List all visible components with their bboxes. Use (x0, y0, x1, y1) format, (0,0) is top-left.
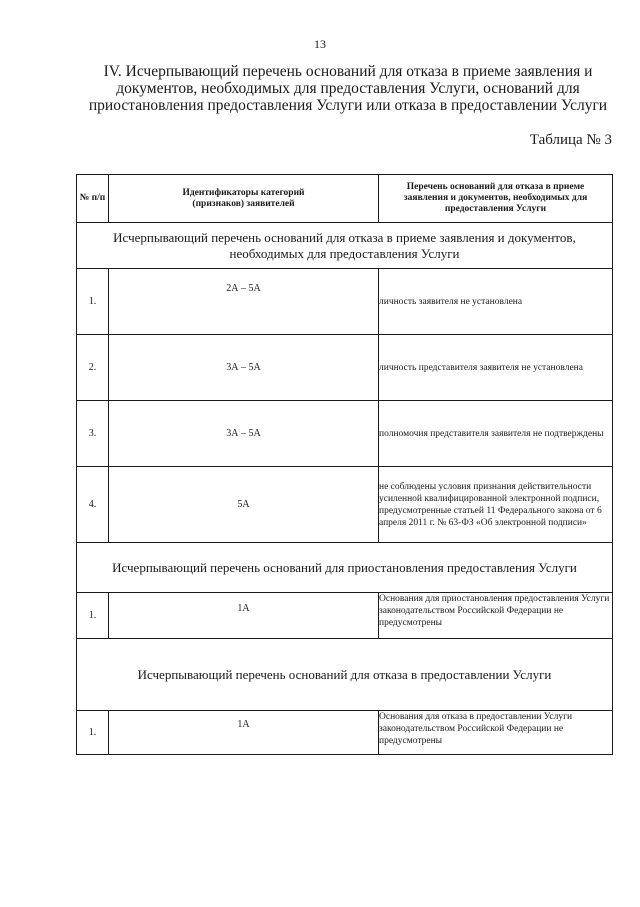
section-heading-row (77, 223, 613, 269)
row-category-code: 1А (109, 593, 379, 639)
row-reason: полномочия представителя заявителя не подтверждены (379, 401, 613, 467)
header-grounds: Перечень оснований для отказа в приеме заявления и документов, необходимых для предоставления Услуги (379, 175, 613, 223)
row-reason: Основания для отказа в предоставлении Услуги законодательством Российской Федерации не предусмотрены (379, 711, 613, 755)
row-reason: личность заявителя не установлена (379, 269, 613, 335)
section-heading-row (77, 543, 613, 593)
section-heading-refusal-acceptance: Исчерпывающий перечень оснований для отказа в приеме заявления и документов, необходимых для предоставления Услуги (77, 223, 613, 269)
row-category-code: 3А – 5А (109, 401, 379, 467)
grounds-table (76, 174, 613, 755)
table-label: Таблица № 3 (529, 132, 612, 148)
row-reason: Основания для приостановления предоставления Услуги законодательством Российской Федерации не предусмотрены (379, 593, 613, 639)
table-header-row (77, 175, 613, 223)
table-row (77, 335, 613, 401)
header-num: № п/п (77, 175, 109, 223)
row-category-code: 3А – 5А (109, 335, 379, 401)
section-title: IV. Исчерпывающий перечень оснований для отказа в приеме заявления и документов, необходимых для предоставления Услуги, оснований для приостановления предоставления Услуги или отказа в предоставлении Услуги (88, 63, 608, 114)
row-number: 1. (77, 269, 109, 335)
table-row (77, 593, 613, 639)
table-row (77, 711, 613, 755)
page-number: 13 (314, 37, 326, 51)
row-number: 4. (77, 467, 109, 543)
section-heading-suspension: Исчерпывающий перечень оснований для приостановления предоставления Услуги (77, 543, 613, 593)
section-heading-row (77, 639, 613, 711)
row-reason: личность представителя заявителя не установлена (379, 335, 613, 401)
row-category-code: 1А (109, 711, 379, 755)
row-number: 1. (77, 593, 109, 639)
table-row (77, 269, 613, 335)
header-identifiers: Идентификаторы категорий (признаков) заявителей (109, 175, 379, 223)
section-heading-refusal-service: Исчерпывающий перечень оснований для отказа в предоставлении Услуги (77, 639, 613, 711)
row-reason: не соблюдены условия признания действительности усиленной квалифицированной электронной подписи, предусмотренные статьей 11 Федерального закона от 6 апреля 2011 г. № 63-ФЗ «Об электронной подписи» (379, 467, 613, 543)
row-category-code: 2А – 5А (109, 269, 379, 335)
row-number: 2. (77, 335, 109, 401)
row-category-code: 5А (109, 467, 379, 543)
row-number: 3. (77, 401, 109, 467)
table-row (77, 401, 613, 467)
row-number: 1. (77, 711, 109, 755)
table-row (77, 467, 613, 543)
